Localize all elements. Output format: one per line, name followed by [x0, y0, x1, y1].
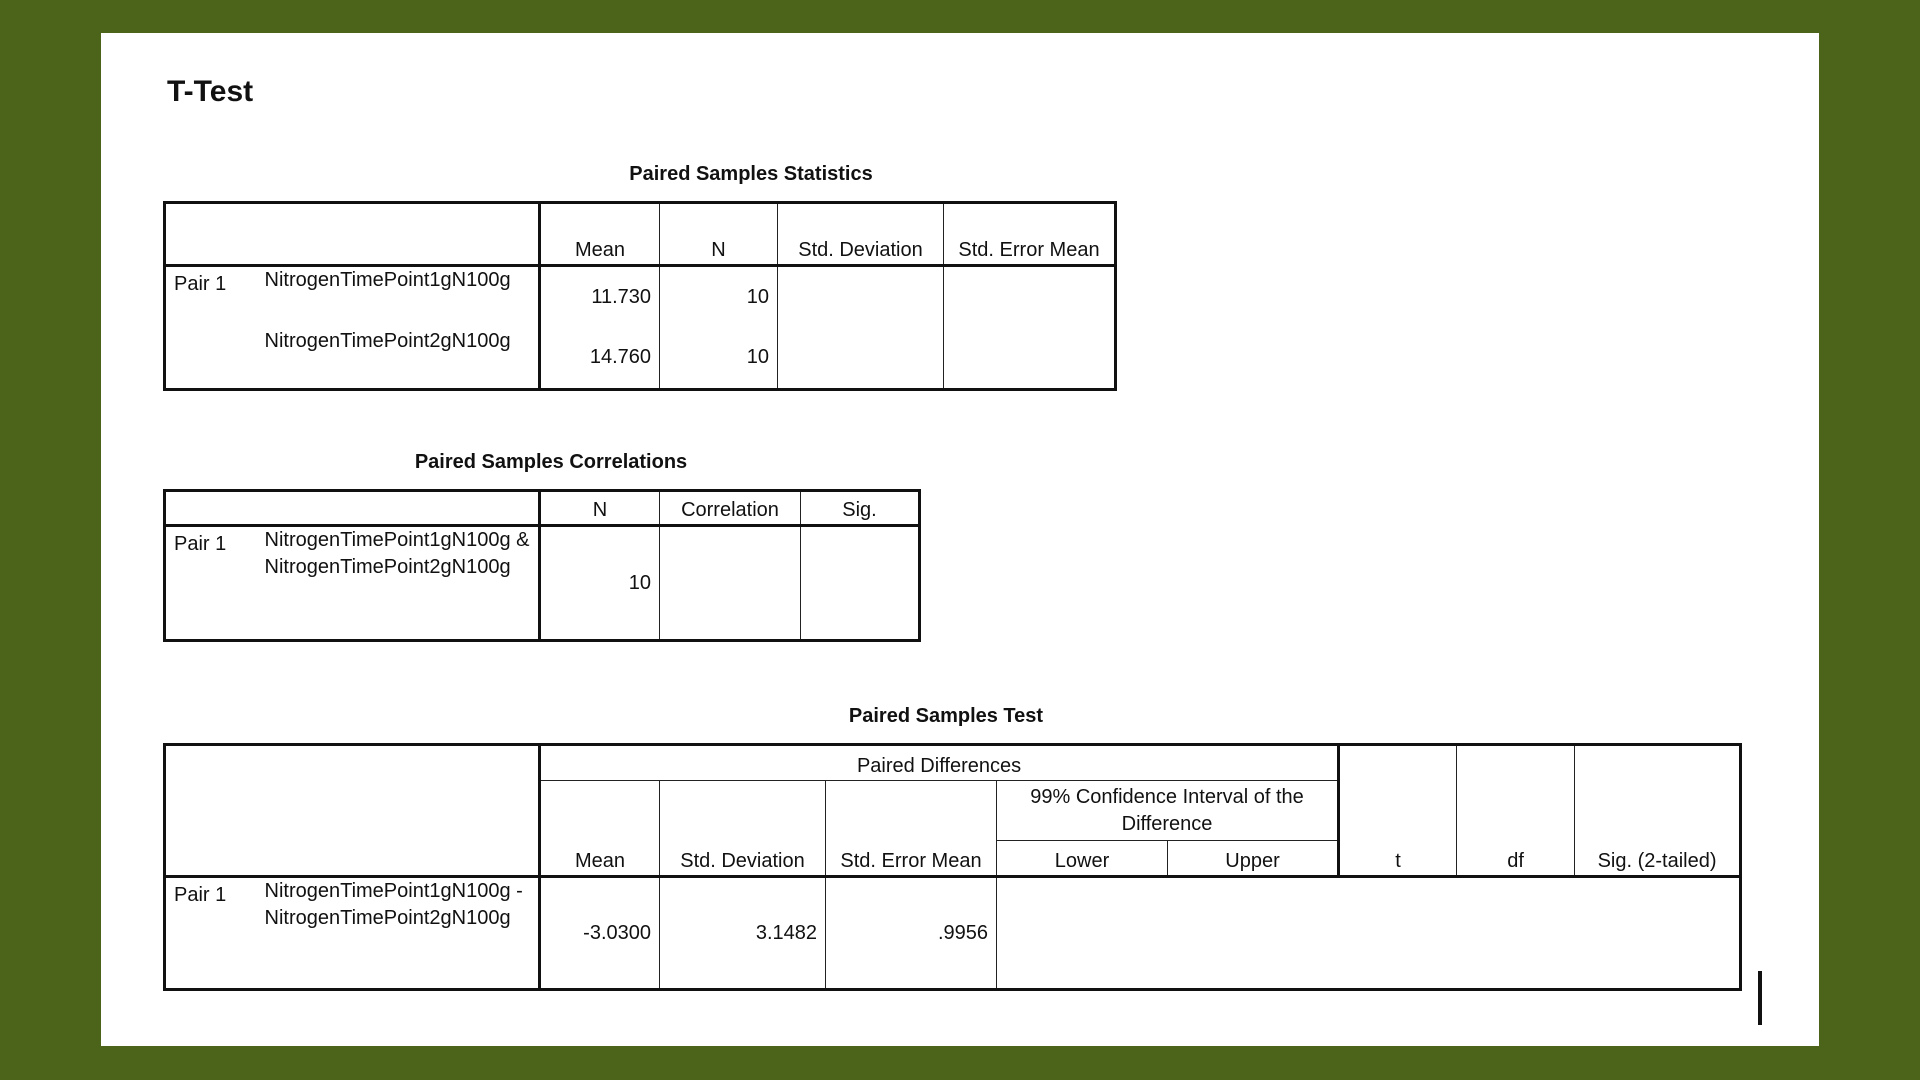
- mean-value: -3.0300: [540, 877, 660, 990]
- test-header-df: df: [1457, 745, 1575, 877]
- sig-value: [1575, 877, 1741, 990]
- statistics-corner-cell: [165, 203, 540, 266]
- test-header-paired-differences: Paired Differences: [540, 745, 1339, 781]
- test-header-sig: Sig. (2-tailed): [1575, 745, 1741, 877]
- test-header-mean: Mean: [540, 781, 660, 877]
- mean-value: 11.730: [540, 266, 660, 328]
- pair-label: Pair 1: [174, 533, 227, 555]
- test-header-std-err: Std. Error Mean: [826, 781, 997, 877]
- statistics-header-n: N: [660, 203, 778, 266]
- test-corner-cell: [165, 745, 540, 877]
- test-header-row-1: [165, 745, 1741, 781]
- std-err-value: [944, 328, 1116, 390]
- correlations-header-row: [165, 491, 920, 526]
- paired-samples-test-table: [163, 743, 1742, 991]
- correlations-header-sig: Sig.: [801, 491, 920, 526]
- n-value: 10: [540, 526, 660, 641]
- test-header-std-dev: Std. Deviation: [660, 781, 826, 877]
- std-dev-value: 3.1482: [660, 877, 826, 990]
- statistics-header-mean: Mean: [540, 203, 660, 266]
- n-value: 10: [660, 328, 778, 390]
- table-row: [165, 526, 920, 641]
- statistics-header-row: [165, 203, 1116, 266]
- table-row: [165, 877, 1741, 990]
- correlations-corner-cell: [165, 491, 540, 526]
- statistics-header-std-err: Std. Error Mean: [944, 203, 1116, 266]
- table-row: [165, 328, 1116, 390]
- mean-value: 14.760: [540, 328, 660, 390]
- correlations-caption: Paired Samples Correlations: [414, 451, 688, 473]
- std-err-value: [944, 266, 1116, 328]
- test-header-t: t: [1339, 745, 1457, 877]
- sig-value: [801, 526, 920, 641]
- test-header-upper: Upper: [1168, 841, 1339, 877]
- variable-label: NitrogenTimePoint1gN100g & NitrogenTimePoint2gN100g: [257, 526, 540, 641]
- test-header-lower: Lower: [997, 841, 1168, 877]
- pair-label: Pair 1: [174, 273, 227, 295]
- std-dev-value: [778, 328, 944, 390]
- correlations-header-correlation: Correlation: [660, 491, 801, 526]
- statistics-header-std-dev: Std. Deviation: [778, 203, 944, 266]
- output-document: [101, 33, 1819, 1046]
- test-header-ci: 99% Confidence Interval of the Difference: [997, 781, 1339, 841]
- text-cursor: [1758, 971, 1762, 1025]
- t-value: [1339, 877, 1457, 990]
- lower-value: [997, 877, 1168, 990]
- upper-value: [1168, 877, 1339, 990]
- n-value: 10: [660, 266, 778, 328]
- std-dev-value: [778, 266, 944, 328]
- paired-samples-correlations-table: [163, 489, 921, 642]
- correlation-value: [660, 526, 801, 641]
- paired-samples-statistics-table: [163, 201, 1117, 391]
- variable-label: NitrogenTimePoint1gN100g - NitrogenTimePoint2gN100g: [257, 877, 540, 990]
- pair-label: Pair 1: [174, 884, 227, 906]
- variable-label: NitrogenTimePoint2gN100g: [257, 328, 540, 390]
- statistics-caption: Paired Samples Statistics: [629, 163, 873, 185]
- std-err-value: .9956: [826, 877, 997, 990]
- variable-label: NitrogenTimePoint1gN100g: [257, 266, 540, 328]
- correlations-header-n: N: [540, 491, 660, 526]
- table-row: [165, 266, 1116, 328]
- output-title: T-Test: [167, 75, 254, 108]
- test-caption: Paired Samples Test: [848, 705, 1044, 727]
- df-value: [1457, 877, 1575, 990]
